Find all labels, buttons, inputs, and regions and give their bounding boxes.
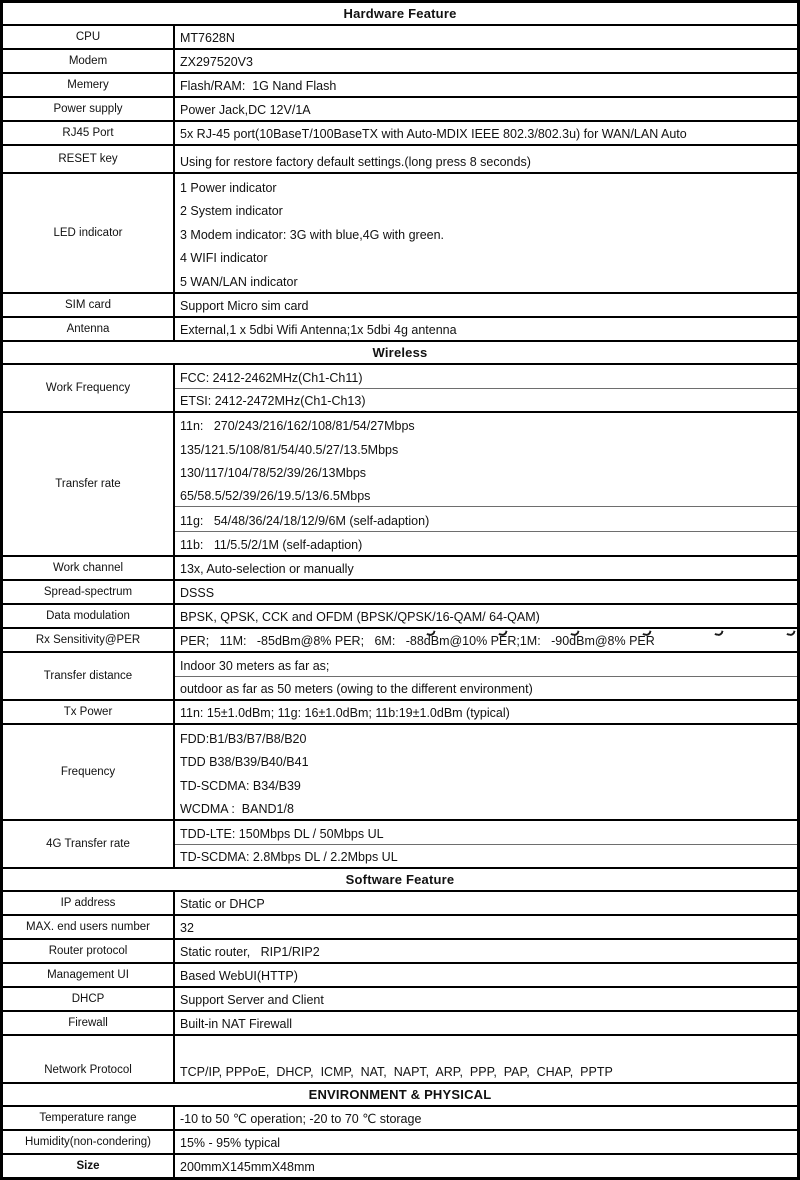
value-line: 135/121.5/108/81/54/40.5/27/13.5Mbps xyxy=(180,442,399,457)
row-label: Transfer distance xyxy=(3,653,175,699)
value-line: 11n: 15±1.0dBm; 11g: 16±1.0dBm; 11b:19±1.0dBm (typical) xyxy=(180,706,510,720)
value-line: DSSS xyxy=(180,586,215,600)
section-header: Software Feature xyxy=(3,869,797,892)
row-value xyxy=(175,98,797,120)
row-label: Data modulation xyxy=(3,605,175,627)
value-line: Based WebUI(HTTP) xyxy=(180,969,298,983)
value-line: 5x RJ-45 port(10BaseT/100BaseTX with Auto-MDIX IEEE 802.3/802.3u) for WAN/LAN Auto xyxy=(180,127,687,141)
row-label: Network Protocol xyxy=(3,1036,175,1082)
spec-row xyxy=(3,318,797,342)
value-line: 1 Power indicator xyxy=(180,180,277,195)
row-value xyxy=(175,146,797,172)
spec-row xyxy=(3,26,797,50)
row-label: LED indicator xyxy=(3,174,175,292)
spec-row xyxy=(3,98,797,122)
value-line xyxy=(175,1036,797,1059)
row-value xyxy=(175,916,797,938)
row-label: Temperature range xyxy=(3,1107,175,1129)
row-label: Management UI xyxy=(3,964,175,986)
row-label: Frequency xyxy=(3,725,175,819)
value-line: Support Micro sim card xyxy=(180,299,309,313)
value-line: 200mmX145mmX48mm xyxy=(180,1160,315,1174)
row-label: Router protocol xyxy=(3,940,175,962)
value-line: outdoor as far as 50 meters (owing to the different environment) xyxy=(175,676,797,700)
row-value xyxy=(175,892,797,914)
row-label: MAX. end users number xyxy=(3,916,175,938)
spec-row xyxy=(3,365,797,413)
spec-row xyxy=(3,892,797,916)
value-line: ETSI: 2412-2472MHz(Ch1-Ch13) xyxy=(175,388,797,412)
row-value xyxy=(175,701,797,723)
row-label: RJ45 Port xyxy=(3,122,175,144)
row-label: Tx Power xyxy=(3,701,175,723)
spec-row xyxy=(3,1155,797,1177)
row-label: Modem xyxy=(3,50,175,72)
spec-row xyxy=(3,74,797,98)
row-label: DHCP xyxy=(3,988,175,1010)
value-line: TDD B38/B39/B40/B41 xyxy=(180,755,309,769)
spec-row xyxy=(3,1107,797,1131)
value-line: TD-SCDMA: 2.8Mbps DL / 2.2Mbps UL xyxy=(175,844,797,868)
spec-row xyxy=(3,146,797,174)
value-line: -10 to 50 ℃ operation; -20 to 70 ℃ storage xyxy=(180,1112,422,1126)
row-label: CPU xyxy=(3,26,175,48)
row-value xyxy=(175,365,797,411)
value-line: Built-in NAT Firewall xyxy=(180,1017,293,1031)
spec-row xyxy=(3,821,797,869)
row-value xyxy=(175,413,797,555)
row-label: Firewall xyxy=(3,1012,175,1034)
spec-row xyxy=(3,50,797,74)
row-value xyxy=(175,988,797,1010)
row-value xyxy=(175,940,797,962)
row-value xyxy=(175,1155,797,1177)
spec-row xyxy=(3,988,797,1012)
value-line: Flash/RAM: 1G Nand Flash xyxy=(180,79,337,93)
value-line: TD-SCDMA: B34/B39 xyxy=(180,778,301,793)
value-line: 11b: 11/5.5/2/1M (self-adaption) xyxy=(175,531,797,555)
value-line: 65/58.5/52/39/26/19.5/13/6.5Mbps xyxy=(180,489,371,504)
row-value xyxy=(175,294,797,316)
value-line: Power Jack,DC 12V/1A xyxy=(180,103,311,117)
row-value xyxy=(175,1012,797,1034)
value-line: 3 Modem indicator: 3G with blue,4G with green. xyxy=(180,227,445,242)
row-label: Work channel xyxy=(3,557,175,579)
spec-row xyxy=(3,1012,797,1036)
value-line: FDD:B1/B3/B7/B8/B20 xyxy=(180,731,307,746)
value-line: FCC: 2412-2462MHz(Ch1-Ch11) xyxy=(180,370,363,385)
value-line: Support Server and Client xyxy=(180,993,324,1007)
row-label: Work Frequency xyxy=(3,365,175,411)
spec-row xyxy=(3,964,797,988)
row-label: Rx Sensitivity@PER xyxy=(3,629,175,651)
spec-row xyxy=(3,1131,797,1155)
value-line: TCP/IP, PPPoE, DHCP, ICMP, NAT, NAPT, ARP, PPP, PAP, CHAP, PPTP xyxy=(180,1065,613,1079)
spec-row xyxy=(3,557,797,581)
spec-row xyxy=(3,294,797,318)
value-line: 4 WIFI indicator xyxy=(180,251,268,266)
value-line: BPSK, QPSK, CCK and OFDM (BPSK/QPSK/16-QAM/ 64-QAM) xyxy=(180,610,540,624)
row-value xyxy=(175,557,797,579)
row-label: RESET key xyxy=(3,146,175,172)
row-label: SIM card xyxy=(3,294,175,316)
value-line: MT7628N xyxy=(180,31,235,45)
row-label: Memery xyxy=(3,74,175,96)
value-line: 15% - 95% typical xyxy=(180,1136,281,1150)
row-value xyxy=(175,318,797,340)
row-value xyxy=(175,964,797,986)
value-line: PER; 11M: -85dBm@8% PER; 6M: -88dBm@10% PER;1M: -90dBm@8% PER xyxy=(180,634,655,648)
row-label: Transfer rate xyxy=(3,413,175,555)
row-value xyxy=(175,1107,797,1129)
spec-row xyxy=(3,122,797,146)
row-label: Spread-spectrum xyxy=(3,581,175,603)
value-line: Static router, RIP1/RIP2 xyxy=(180,945,320,959)
row-label: 4G Transfer rate xyxy=(3,821,175,867)
section-header: ENVIRONMENT & PHYSICAL xyxy=(3,1084,797,1107)
spec-row xyxy=(3,1036,797,1084)
row-value xyxy=(175,50,797,72)
row-value xyxy=(175,653,797,699)
section-header: Wireless xyxy=(3,342,797,365)
row-value xyxy=(175,605,797,627)
row-value xyxy=(175,629,797,651)
row-label: Humidity(non-condering) xyxy=(3,1131,175,1153)
value-line: WCDMA : BAND1/8 xyxy=(180,802,294,816)
spec-row xyxy=(3,916,797,940)
value-line: 2 System indicator xyxy=(180,204,283,219)
value-line: 32 xyxy=(180,921,194,935)
spec-row xyxy=(3,940,797,964)
value-line: 11g: 54/48/36/24/18/12/9/6M (self-adaption) xyxy=(175,506,797,530)
row-label: IP address xyxy=(3,892,175,914)
value-line: 130/117/104/78/52/39/26/13Mbps xyxy=(180,465,367,480)
row-label: Antenna xyxy=(3,318,175,340)
row-value xyxy=(175,821,797,867)
section-header: Hardware Feature xyxy=(3,3,797,26)
spec-row xyxy=(3,581,797,605)
spec-row xyxy=(3,413,797,557)
spec-row xyxy=(3,725,797,821)
value-line: TDD-LTE: 150Mbps DL / 50Mbps UL xyxy=(180,826,384,841)
value-line: 13x, Auto-selection or manually xyxy=(180,562,354,576)
row-label: Power supply xyxy=(3,98,175,120)
value-line: Static or DHCP xyxy=(180,897,265,911)
row-value xyxy=(175,122,797,144)
value-line: 5 WAN/LAN indicator xyxy=(180,274,298,289)
spec-row xyxy=(3,605,797,629)
row-label: Size xyxy=(3,1155,175,1177)
spec-row xyxy=(3,701,797,725)
value-line: Indoor 30 meters as far as; xyxy=(180,658,337,673)
row-value xyxy=(175,1131,797,1153)
row-value xyxy=(175,581,797,603)
spec-row xyxy=(3,653,797,701)
row-value xyxy=(175,74,797,96)
spec-row xyxy=(3,629,797,653)
row-value xyxy=(175,1036,797,1082)
row-value xyxy=(175,725,797,819)
row-value xyxy=(175,174,797,292)
value-line: ZX297520V3 xyxy=(180,55,253,69)
spec-row xyxy=(3,174,797,294)
value-line: 11n: 270/243/216/162/108/81/54/27Mbps xyxy=(180,419,415,434)
row-value xyxy=(175,26,797,48)
value-line: Using for restore factory default settings.(long press 8 seconds) xyxy=(180,155,531,169)
value-line: External,1 x 5dbi Wifi Antenna;1x 5dbi 4g antenna xyxy=(180,323,457,337)
